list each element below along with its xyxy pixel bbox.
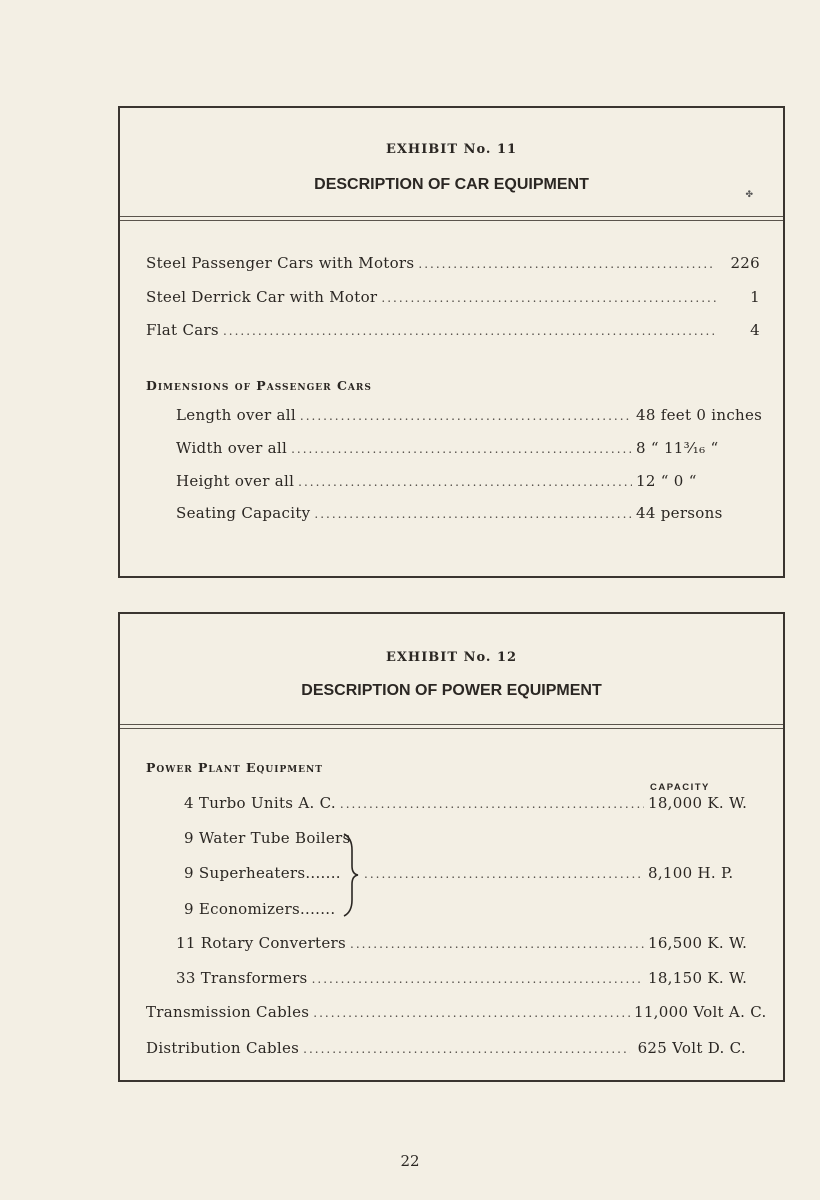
capacity-heading: CAPACITY	[650, 782, 710, 793]
item-value: 4	[750, 321, 760, 339]
dimension-name: Height over all	[176, 472, 295, 490]
list-item	[176, 934, 748, 952]
grouped-item: 9 Water Tube Boilers	[184, 829, 351, 847]
dimension-value: 44 persons	[636, 504, 723, 522]
item-value: 226	[730, 254, 760, 272]
grouped-item: 9 Superheaters.......	[184, 864, 341, 882]
dimension-name: Length over all	[176, 406, 296, 424]
leader-dots	[300, 409, 632, 423]
equipment-capacity: 18,000 K. W.	[648, 794, 748, 812]
page-number: 22	[400, 1152, 420, 1170]
leader-dots	[303, 1042, 630, 1056]
leader-dots	[291, 442, 632, 456]
exhibit-11-label: EXHIBIT No. 11	[385, 142, 518, 157]
list-item	[146, 321, 760, 339]
dimension-value: 48 feet 0 inches	[636, 406, 763, 424]
leader-dots	[340, 797, 644, 811]
leader-dots	[350, 937, 644, 951]
item-name: Flat Cars	[146, 321, 219, 339]
list-item	[184, 794, 748, 812]
equipment-name: 11 Rotary Converters	[176, 934, 347, 952]
cable-value: 625 Volt D. C.	[637, 1039, 746, 1057]
dimension-name: Width over all	[176, 439, 288, 457]
cable-name: Distribution Cables	[146, 1039, 300, 1057]
exhibit-11-title: DESCRIPTION OF CAR EQUIPMENT	[314, 176, 589, 193]
list-item	[146, 254, 760, 272]
equipment-capacity: 18,150 K. W.	[648, 969, 748, 987]
list-item	[176, 406, 763, 424]
dimension-name: Seating Capacity	[176, 504, 311, 522]
equipment-name: 4 Turbo Units A. C.	[184, 794, 336, 812]
list-item	[176, 439, 748, 457]
item-value: 1	[750, 288, 760, 306]
list-item	[146, 1003, 767, 1021]
dimensions-heading: Dimensions of Passenger Cars	[146, 378, 372, 393]
exhibit-12-title: DESCRIPTION OF POWER EQUIPMENT	[301, 682, 602, 699]
dimension-value: 12 “ 0 “	[636, 472, 697, 490]
divider-rule	[120, 724, 783, 729]
leader-dots	[381, 291, 716, 305]
dimension-value: 8 “ 11³⁄₁₆ “	[636, 439, 719, 457]
exhibit-11-panel	[118, 106, 785, 578]
list-item	[146, 1039, 746, 1057]
leader-dots	[313, 1006, 630, 1020]
exhibit-12-label: EXHIBIT No. 12	[385, 650, 518, 665]
decorative-mark-icon: ✤	[745, 190, 753, 200]
leader-dots	[364, 867, 644, 881]
grouped-item: 9 Economizers.......	[184, 900, 336, 918]
leader-dots	[312, 972, 644, 986]
leader-dots	[223, 324, 716, 338]
item-name: Steel Passenger Cars with Motors	[146, 254, 415, 272]
item-name: Steel Derrick Car with Motor	[146, 288, 378, 306]
list-item	[176, 504, 748, 522]
list-item	[176, 969, 748, 987]
leader-dots	[314, 507, 632, 521]
power-plant-heading: Power Plant Equipment	[146, 760, 323, 775]
equipment-capacity: 16,500 K. W.	[648, 934, 748, 952]
equipment-capacity: 8,100 H. P.	[648, 864, 734, 882]
cable-value: 11,000 Volt A. C.	[634, 1003, 767, 1021]
divider-rule	[120, 216, 783, 221]
cable-name: Transmission Cables	[146, 1003, 310, 1021]
leader-dots	[418, 257, 716, 271]
grouping-brace-icon	[340, 830, 360, 920]
list-item	[146, 288, 760, 306]
exhibit-12-panel	[118, 612, 785, 1082]
list-item	[360, 864, 734, 882]
leader-dots	[298, 475, 632, 489]
equipment-name: 33 Transformers	[176, 969, 308, 987]
list-item	[176, 472, 748, 490]
